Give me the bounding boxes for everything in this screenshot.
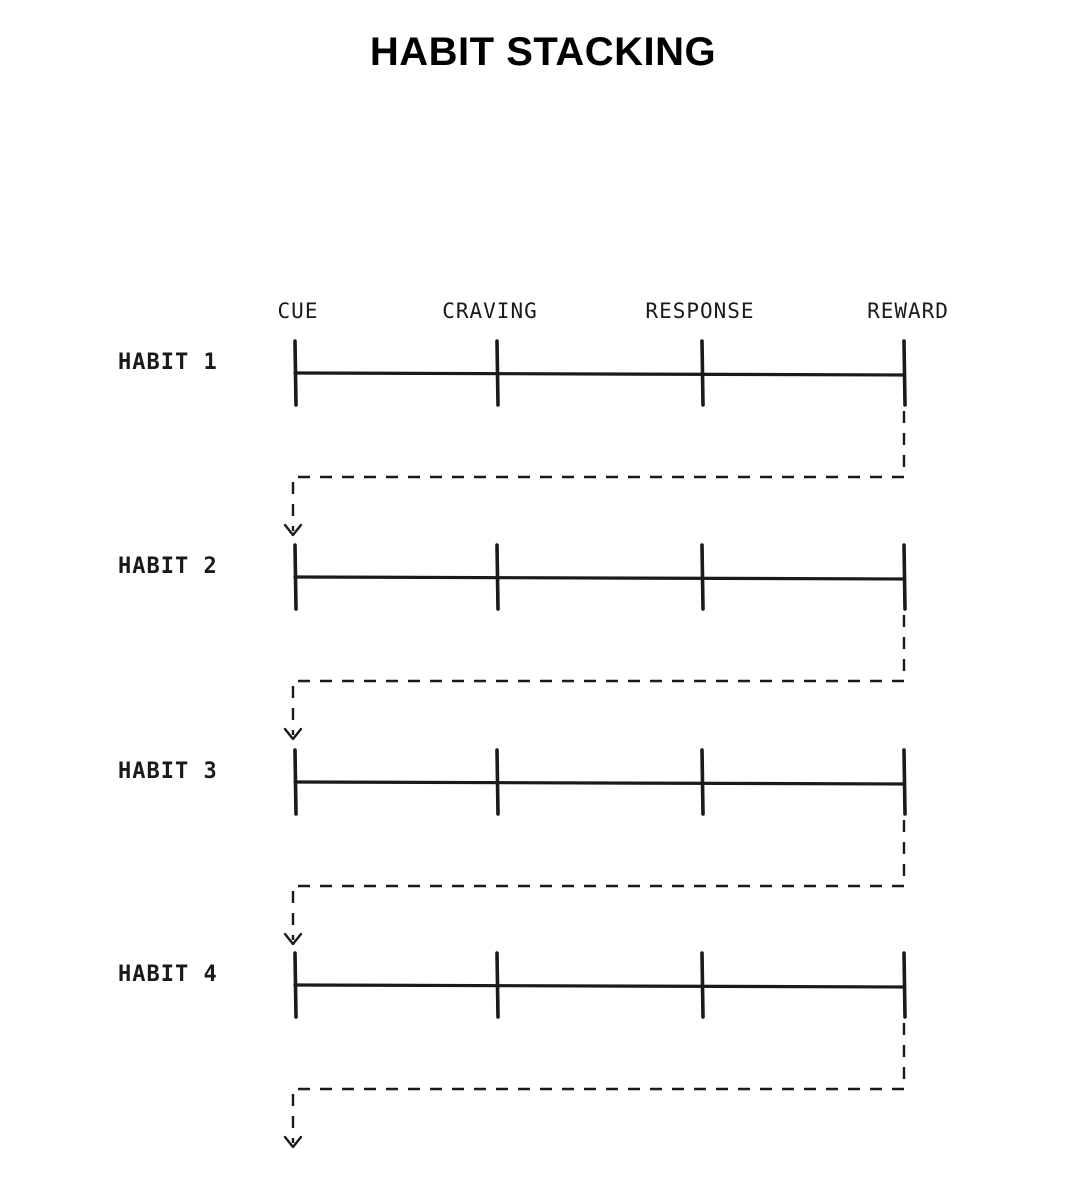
tick-response-2 — [702, 545, 703, 609]
tick-cue-1 — [295, 341, 296, 405]
tick-craving-4 — [497, 953, 498, 1017]
habit-row-1 — [118, 341, 905, 405]
tick-response-1 — [702, 341, 703, 405]
tick-response-4 — [702, 953, 703, 1017]
habit-label-3: HABIT 3 — [118, 759, 218, 784]
stage-labels — [278, 299, 949, 323]
tick-cue-3 — [295, 750, 296, 814]
tick-craving-1 — [497, 341, 498, 405]
habit-connectors — [285, 411, 904, 1147]
habit-row-3 — [118, 750, 905, 814]
tick-craving-3 — [497, 750, 498, 814]
habit-timeline-3 — [295, 782, 904, 784]
tick-reward-3 — [904, 750, 905, 814]
habit-rows — [118, 341, 905, 1017]
dashed-connector — [293, 615, 904, 735]
tick-reward-2 — [904, 545, 905, 609]
tick-reward-1 — [904, 341, 905, 405]
tick-craving-2 — [497, 545, 498, 609]
connector-after-habit-3 — [285, 820, 904, 944]
habit-timeline-4 — [295, 985, 904, 987]
habit-label-1: HABIT 1 — [118, 350, 218, 375]
stage-label-response: RESPONSE — [645, 299, 755, 323]
stage-label-reward: REWARD — [867, 299, 949, 323]
habit-label-4: HABIT 4 — [118, 962, 218, 987]
dashed-connector — [293, 1023, 904, 1143]
stage-label-craving: CRAVING — [442, 299, 538, 323]
tick-cue-4 — [295, 953, 296, 1017]
tick-response-3 — [702, 750, 703, 814]
connector-after-habit-2 — [285, 615, 904, 739]
habit-row-2 — [118, 545, 905, 609]
connector-after-habit-1 — [285, 411, 904, 535]
habit-label-2: HABIT 2 — [118, 554, 218, 579]
habit-timeline-2 — [295, 577, 904, 579]
dashed-connector — [293, 411, 904, 531]
diagram-title: HABIT STACKING — [369, 30, 717, 74]
connector-after-habit-4 — [285, 1023, 904, 1147]
tick-cue-2 — [295, 545, 296, 609]
habit-timeline-1 — [295, 373, 904, 375]
tick-reward-4 — [904, 953, 905, 1017]
dashed-connector — [293, 820, 904, 940]
habit-row-4 — [118, 953, 905, 1017]
stage-label-cue: CUE — [277, 299, 319, 323]
